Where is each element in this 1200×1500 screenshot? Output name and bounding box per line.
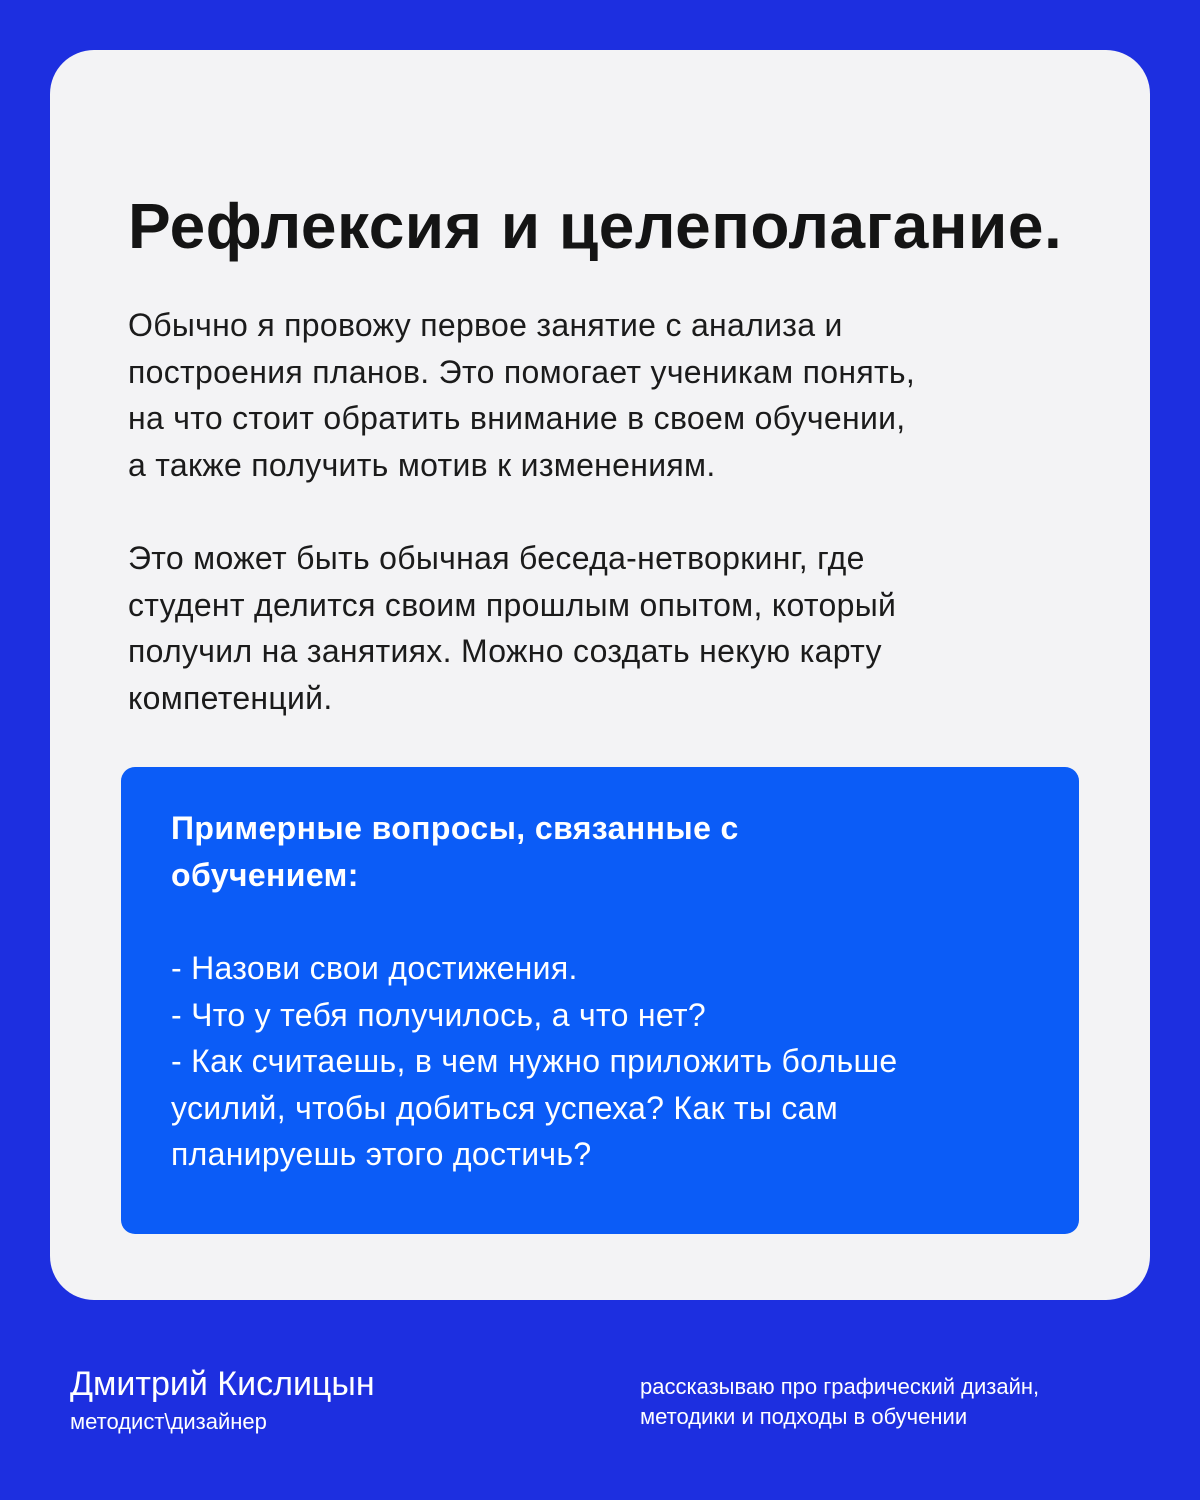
- questions-callout: [121, 767, 1079, 1234]
- callout-heading: [171, 805, 739, 899]
- questions-list: [171, 945, 898, 1178]
- callout-heading-line: Примерные вопросы, связанные с: [171, 810, 739, 846]
- content-card: [50, 50, 1150, 1300]
- question-line: - Как считаешь, в чем нужно приложить больше: [171, 1043, 898, 1079]
- author-description-line: рассказываю про графический дизайн,: [640, 1374, 1040, 1399]
- author-name: Дмитрий Кислицын: [70, 1365, 375, 1403]
- page-title: Рефлексия и целеполагание.: [128, 190, 1063, 262]
- intro-paragraph-line: построения планов. Это помогает ученикам понять,: [128, 353, 916, 390]
- question-line: - Что у тебя получилось, а что нет?: [171, 996, 706, 1033]
- question-line: планируешь этого достичь?: [171, 1136, 592, 1172]
- intro-paragraph-line: на что стоит обратить внимание в своем обучении,: [128, 400, 906, 436]
- second-paragraph-line: компетенций.: [128, 679, 333, 716]
- second-paragraph-line: студент делится своим прошлым опытом, который: [128, 586, 897, 623]
- second-paragraph-line: получил на занятиях. Можно создать некую карту: [128, 633, 882, 669]
- intro-paragraph-line: Обычно я провожу первое занятие с анализа и: [128, 307, 843, 343]
- question-line: - Назови свои достижения.: [171, 950, 578, 986]
- author-description-line: методики и подходы в обучении: [640, 1404, 968, 1429]
- second-paragraph-line: Это может быть обычная беседа-нетворкинг, где: [128, 540, 865, 576]
- author-description: [640, 1372, 1039, 1432]
- question-line: усилий, чтобы добиться успеха? Как ты сам: [171, 1089, 839, 1126]
- intro-paragraph: [128, 302, 1078, 488]
- author-role: методист\дизайнер: [70, 1409, 267, 1434]
- second-paragraph: [128, 535, 1078, 721]
- callout-heading-line: обучением:: [171, 857, 359, 893]
- intro-paragraph-line: а также получить мотив к изменениям.: [128, 446, 716, 483]
